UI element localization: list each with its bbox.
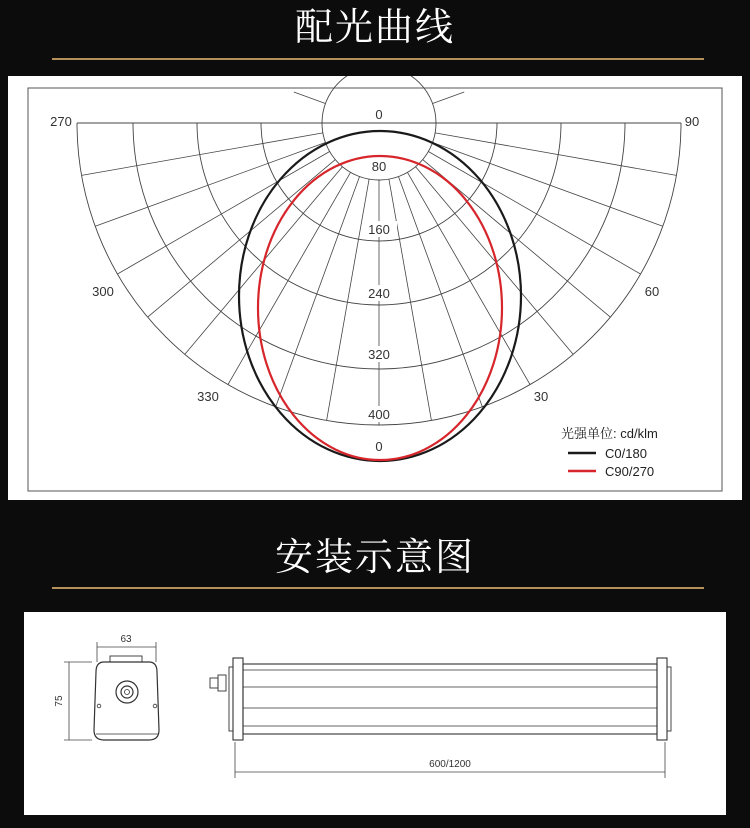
polar-diagram [8,76,742,500]
angle-label-top-center: 0 [375,107,383,122]
angle-label-bottom-center: 0 [375,439,383,454]
polar-spoke-160 [95,143,325,227]
polar-upper-spoke-340 [433,92,465,104]
curve-title-divider [52,58,704,60]
legend-label-c0-180: C0/180 [605,446,647,461]
radial-label-320: 320 [368,347,390,362]
radial-label-400: 400 [368,407,390,422]
polar-grid [77,76,681,425]
polar-spoke-50 [416,167,573,355]
installation-drawing [24,612,726,815]
polar-spoke-120 [228,172,351,384]
install-section-title: 安装示意图 [274,535,475,579]
curve-section-title: 配光曲线 [294,5,455,49]
polar-spoke-20 [433,143,663,227]
angle-label-270: 270 [50,114,72,129]
polar-spoke-30 [428,152,640,275]
legend-title: 光强单位: cd/klm [561,426,658,441]
polar-spoke-150 [118,152,330,275]
light-distribution-panel [8,76,742,500]
polar-spoke-170 [82,133,323,176]
radial-label-80: 80 [371,159,387,174]
side-view [210,658,671,778]
polar-spoke-70 [399,177,483,407]
end-view [54,634,159,740]
radial-label-240: 240 [368,286,390,301]
radial-label-160: 160 [368,222,390,237]
install-title-divider [52,587,704,589]
installation-drawing-panel [24,612,726,815]
width-dimension-label: 63 [120,634,132,645]
polar-spoke-100 [327,179,370,420]
polar-spoke-140 [148,160,336,318]
polar-upper-spoke-200 [294,92,326,104]
angle-label-330: 330 [197,389,219,404]
angle-label-60: 60 [644,284,660,299]
polar-spoke-110 [276,177,360,407]
legend-label-c90-270: C90/270 [605,464,655,479]
length-dimension-label: 600/1200 [429,759,471,770]
angle-label-300: 300 [92,284,114,299]
angle-label-30: 30 [533,389,549,404]
height-dimension-label: 75 [54,695,65,707]
angle-label-90: 90 [684,114,700,129]
